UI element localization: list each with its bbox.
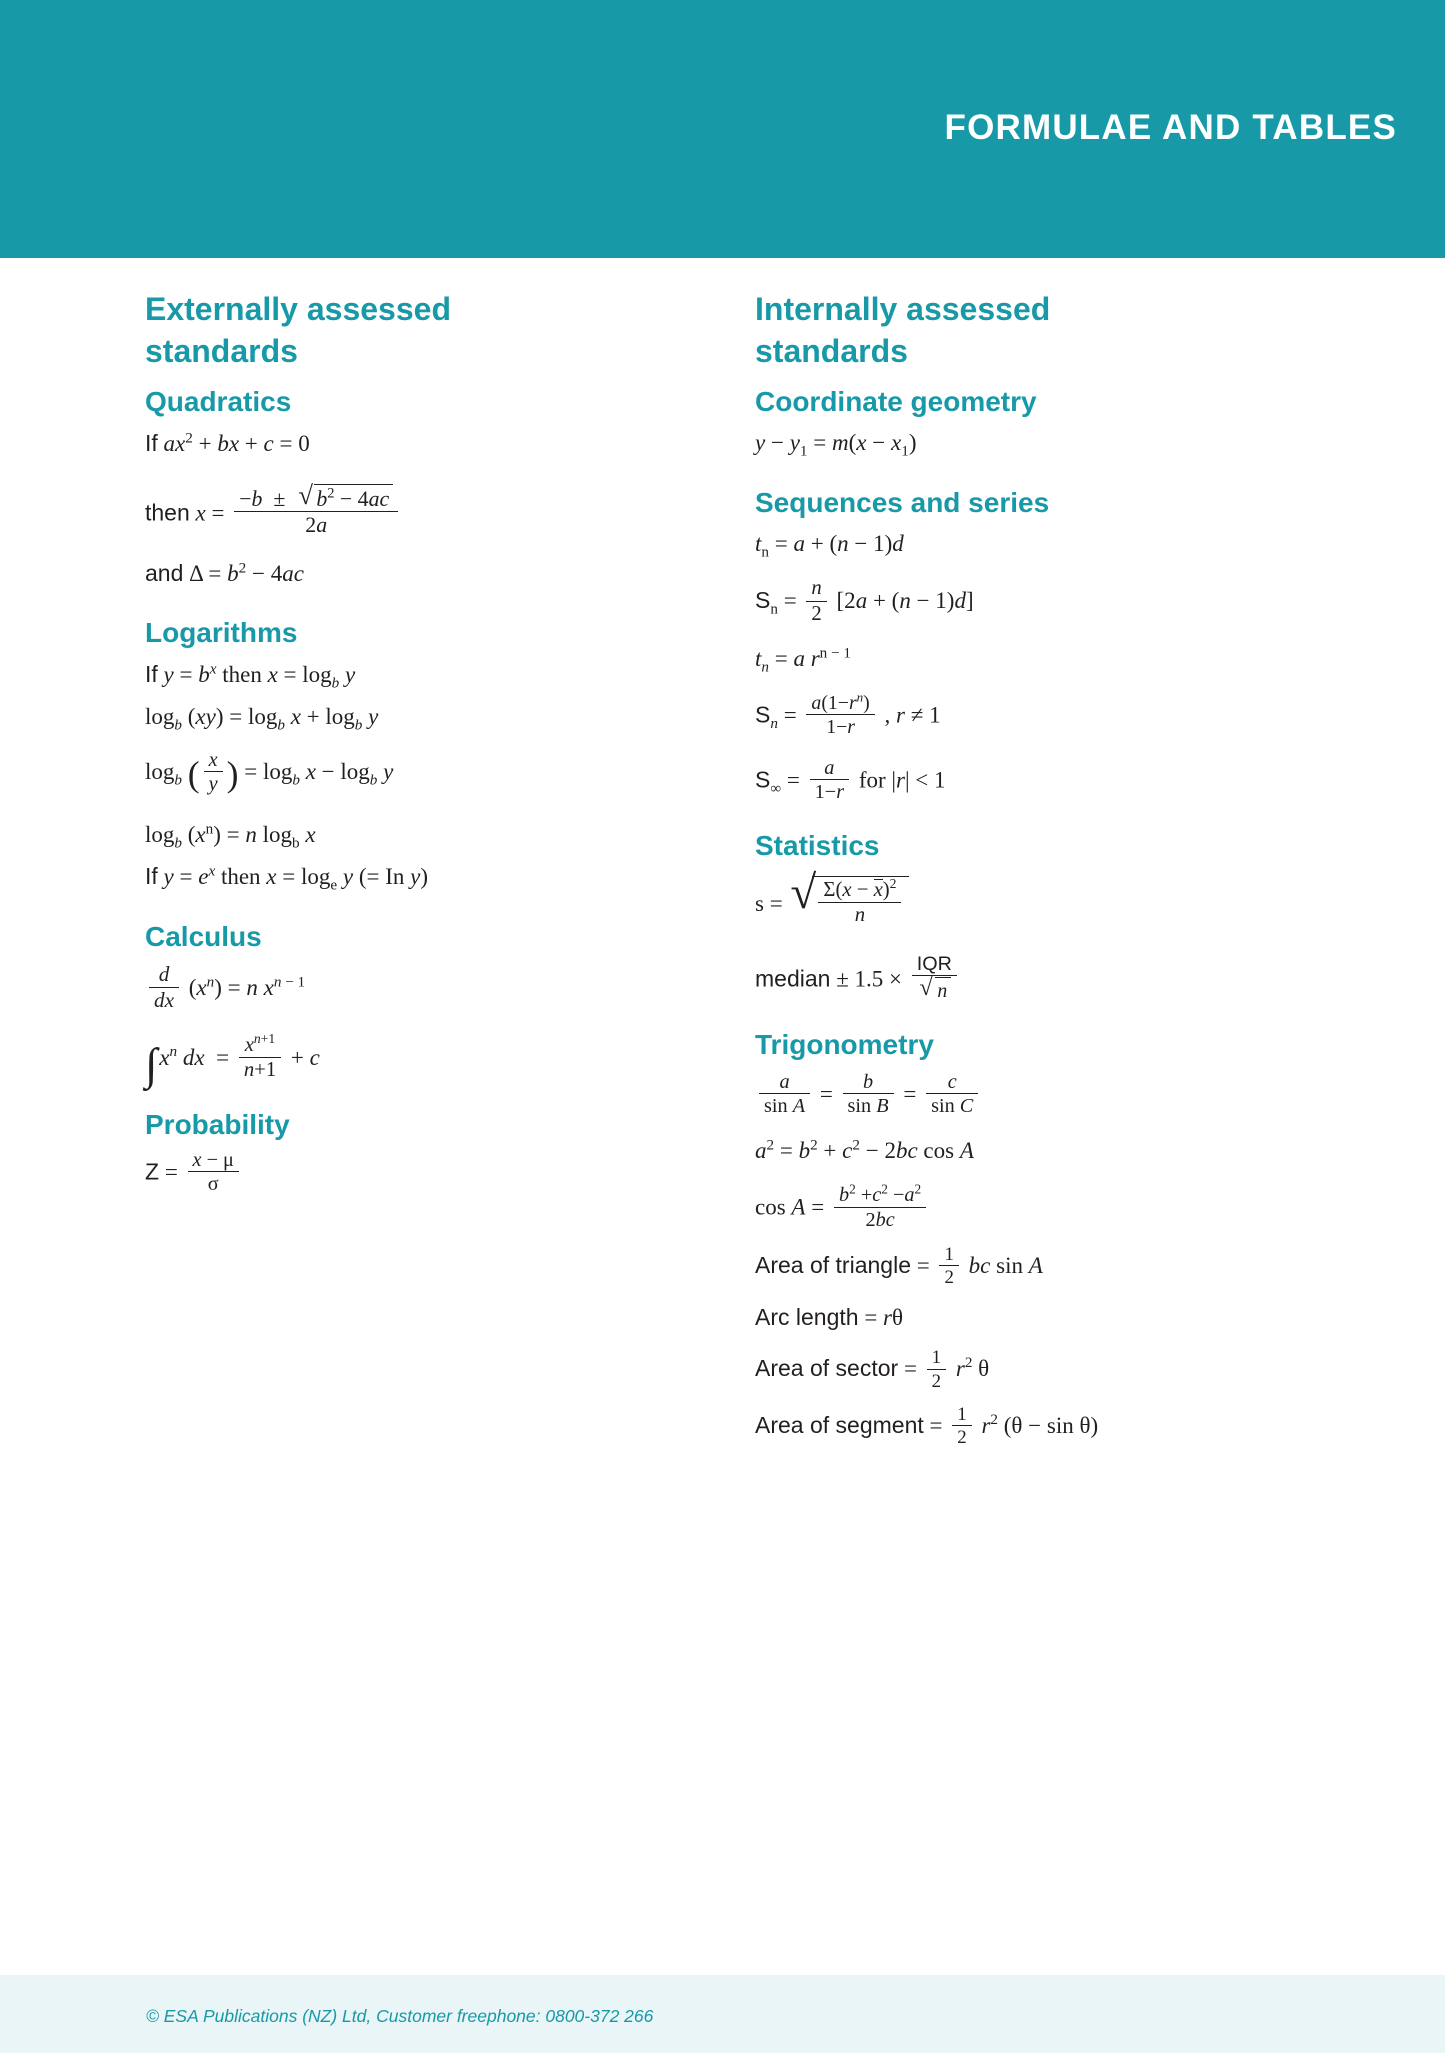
formula-sine-rule: $\frac{a}{\text{sin A}}$ = $\frac{b}{\text{sin B}}$ = $\frac{c}{\text{sin C}}$ [755,1071,1365,1118]
copyright-text: © ESA Publications (NZ) Ltd, Customer freephone: 0800-372 266 [146,2006,654,2026]
formula-geometric-term: $t_n = a$ $r^{n - 1}$ [755,644,851,676]
section-heading-coordinate-geometry: Coordinate geometry [755,386,1037,418]
formula-outlier-median: median ± 1.5 × IQR √ n [755,953,1365,1002]
formula-log-product: $\log_b (xy) = \log_b x + \log_b y$ [145,703,379,734]
externally-assessed-column [145,288,705,1203]
formula-standard-deviation: s = √ $\frac{\Sigma(x - x)^2}{n}$ [755,876,1365,927]
section-heading-logarithms: Logarithms [145,617,298,649]
formula-cosine-rule-angle: cos A = $\frac{b^2 +c^2 -a^2}{2bc}$ [755,1184,1365,1231]
formula-discriminant: and $\Delta = b^2 - 4ac$ [145,559,304,586]
formula-integral-power: $\int x^n$ dx = $\frac{x^{n+1}}{n+1}$ + c [145,1031,320,1089]
header-band [0,0,1445,258]
section-heading-trigonometry: Trigonometry [755,1028,934,1060]
formula-log-quotient: $\log_b$ ( $\frac{x}{y}$ ) = $\log_b x - \log_b y$ [145,748,394,796]
formula-natural-log: If $y = e^x$ then $x = \log_e y$ (= In y) [145,862,429,894]
section-heading-sequences-series: Sequences and series [755,486,1050,518]
formula-sector-area: Area of sector = $\frac{1}{2}$ $r^2$ θ [755,1347,990,1392]
formula-line-equation: $y - y_1 = m(x - x_1)$ [755,430,917,461]
internally-assessed-column [755,288,1365,1455]
formula-arithmetic-sum: $S_n$ = $\frac{n}{2}$ [2a + (n − 1)d] [755,577,974,625]
formula-quadratic-roots: then x = $\frac{-b \pm √ b^2 - 4ac}{2a}$ [145,484,705,538]
formula-arithmetic-term: $t_n = a + (n - 1)d$ [755,530,904,561]
formula-quadratic-equation: If $ax^2$ + bx + c = 0 [145,429,310,457]
right-column-title: Internally assessed standards [755,291,1051,370]
section-heading-calculus: Calculus [145,920,262,952]
formula-log-power: $\log_b (x^n) = n$ $\log_b x$ [145,820,316,852]
formula-arc-length: Arc length = rθ [755,1303,904,1330]
footer-band [0,1975,1445,2053]
formula-segment-area: Area of segment = $\frac{1}{2}$ $r^2$ (θ − sin θ) [755,1403,1099,1448]
formula-z-score: Z = $\frac{x - \mu}{\sigma}$ [145,1149,705,1196]
formula-log-definition: If $y = b^x$ then $x = \log_b y$ [145,660,356,692]
section-heading-probability: Probability [145,1108,290,1140]
formula-geometric-sum: $S_n$ = $\frac{a(1-r^n)}{1-r}$ , r ≠ 1 [755,689,941,739]
section-heading-statistics: Statistics [755,829,880,861]
formula-cosine-rule: $a^2 = b^2 + c^2 - 2bc$ cos A [755,1136,974,1163]
formula-triangle-area: Area of triangle = $\frac{1}{2}$ bc sin A [755,1243,1043,1288]
formula-geometric-infinite-sum: $S_\infty$ = $\frac{a}{1-r}$ for |r| < 1 [755,756,946,804]
section-heading-quadratics: Quadratics [145,386,292,418]
page-title: FORMULAE AND TABLES [944,108,1397,147]
formula-derivative-power: $\frac{d}{dx}$ $(x^n) = n$ $x^{n - 1}$ [145,963,705,1012]
left-column-title: Externally assessed standards [145,291,451,370]
